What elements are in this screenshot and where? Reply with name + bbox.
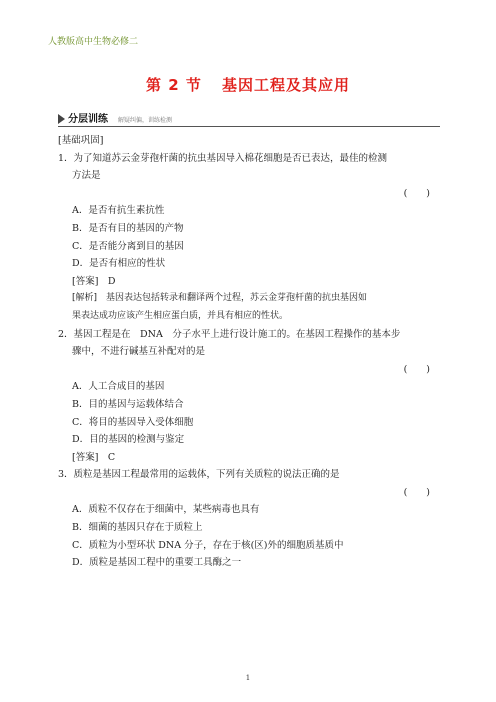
q1-analysis-line2: 果表达成功应该产生相应蛋白质，并具有相应的性状。 xyxy=(72,310,289,321)
q1-option-b: B．是否有目的基因的产物 xyxy=(72,222,184,234)
q1-stem-line1: 1．为了知道苏云金芽孢杆菌的抗虫基因导入棉花细胞是否已表达，最佳的检测 xyxy=(58,152,388,164)
section-rule xyxy=(58,126,440,127)
section-name: 基因工程及其应用 xyxy=(221,76,350,94)
q1-answer-paren: ( ) xyxy=(403,187,430,199)
q2-option-a: A．人工合成目的基因 xyxy=(72,381,165,393)
q3-answer-paren: ( ) xyxy=(403,486,430,498)
section-title xyxy=(0,74,496,95)
q3-option-a: A．质粒不仅存在于细菌中，某些病毒也具有 xyxy=(72,504,260,516)
q3-option-d: D．质粒是基因工程中的重要工具酶之一 xyxy=(72,557,242,569)
question-content xyxy=(58,132,440,572)
q1-option-a: A．是否有抗生素抗性 xyxy=(72,205,165,217)
page-number: 1 xyxy=(245,674,251,682)
section-bar xyxy=(58,111,440,127)
category-label: [基础巩固] xyxy=(58,135,104,146)
triangle-marker-icon xyxy=(58,114,65,124)
running-header: 人教版高中生物必修二 xyxy=(48,37,139,47)
q1-analysis-line1: [解析] 基因表达包括转录和翻译两个过程，苏云金芽孢杆菌的抗虫基因如 xyxy=(72,293,368,304)
section-bar-subtitle: 解疑纠偏，训练检测 xyxy=(118,117,173,124)
q2-stem-line1: 2．基因工程是在 DNA 分子水平上进行设计施工的。在基因工程操作的基本步 xyxy=(58,328,401,340)
q2-answer: [答案] C xyxy=(72,451,116,463)
q2-option-b: B．目的基因与运载体结合 xyxy=(72,398,184,410)
q3-stem-line1: 3．质粒是基因工程最常用的运载体，下列有关质粒的说法正确的是 xyxy=(58,469,340,481)
q1-stem-line2: 方法是 xyxy=(72,170,101,182)
q1-option-d: D．是否有相应的性状 xyxy=(72,258,166,270)
section-number: 第 2 节 xyxy=(146,76,202,94)
q2-option-d: D．目的基因的检测与鉴定 xyxy=(72,434,185,446)
q1-answer: [答案] D xyxy=(72,275,116,287)
q3-option-b: B．细菌的基因只存在于质粒上 xyxy=(72,522,203,534)
q2-stem-line2: 骤中，不进行碱基互补配对的是 xyxy=(72,346,206,358)
q2-answer-paren: ( ) xyxy=(403,363,430,375)
q1-option-c: C．是否能分离到目的基因 xyxy=(72,240,184,252)
section-bar-label: 分层训练 xyxy=(68,114,108,125)
q2-option-c: C．将目的基因导入受体细胞 xyxy=(72,416,194,428)
q3-option-c: C．质粒为小型环状 DNA 分子，存在于核(区)外的细胞质基质中 xyxy=(72,539,344,551)
